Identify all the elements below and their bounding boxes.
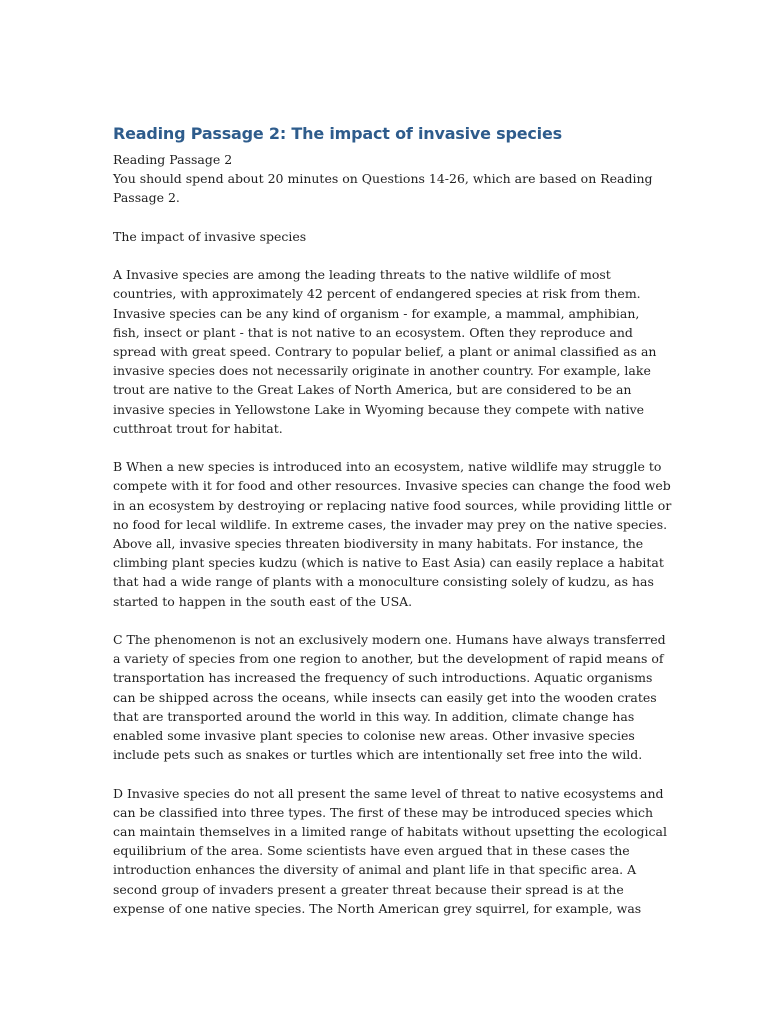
paragraph-line: can be classified into three types. The first of these may be introduced species which bbox=[113, 804, 654, 820]
passage-subtitle: The impact of invasive species bbox=[113, 228, 307, 244]
paragraph-line: in an ecosystem by destroying or replacing native food sources, while providing little or bbox=[113, 497, 672, 513]
paragraph-line: transportation has increased the frequency of such introductions. Aquatic organisms bbox=[113, 670, 653, 686]
paragraph-d bbox=[113, 784, 667, 918]
paragraph-line: can be shipped across the oceans, while insects can easily get into the wooden crates bbox=[113, 689, 657, 705]
paragraph-a bbox=[113, 265, 657, 438]
paragraph-line: D Invasive species do not all present the same level of threat to native ecosystems and bbox=[113, 785, 664, 801]
paragraph-line: can maintain themselves in a limited range of habitats without upsetting the ecological bbox=[113, 824, 667, 840]
paragraph-line: include pets such as snakes or turtles which are intentionally set free into the wild. bbox=[113, 747, 643, 763]
paragraph-line: second group of invaders present a greater threat because their spread is at the bbox=[113, 881, 624, 897]
paragraph-line: C The phenomenon is not an exclusively modern one. Humans have always transferred bbox=[113, 632, 666, 648]
paragraph-line: started to happen in the south east of the USA. bbox=[113, 593, 413, 609]
passage-heading: Reading Passage 2: The impact of invasive species bbox=[113, 124, 562, 143]
paragraph-line: A Invasive species are among the leading threats to the native wildlife of most bbox=[113, 267, 611, 283]
intro-line: Passage 2. bbox=[113, 190, 180, 206]
paragraph-line: climbing plant species kudzu (which is native to East Asia) can easily replace a habitat bbox=[113, 555, 664, 571]
paragraph-line: invasive species does not necessarily originate in another country. For example, lake bbox=[113, 363, 651, 379]
paragraph-line: expense of one native species. The North American grey squirrel, for example, was bbox=[113, 900, 642, 916]
intro-block bbox=[113, 150, 653, 208]
paragraph-line: B When a new species is introduced into an ecosystem, native wildlife may struggle to bbox=[113, 459, 662, 475]
paragraph-line: spread with great speed. Contrary to popular belief, a plant or animal classified as an bbox=[113, 344, 657, 359]
paragraph-line: Invasive species can be any kind of organism - for example, a mammal, amphibian, bbox=[113, 305, 640, 321]
paragraph-c bbox=[113, 630, 666, 764]
paragraph-line: introduction enhances the diversity of animal and plant life in that specific area. A bbox=[113, 862, 637, 878]
intro-line: You should spend about 20 minutes on Questions 14-26, which are based on Reading bbox=[113, 171, 653, 187]
paragraph-line: that had a wide range of plants with a monoculture consisting solely of kudzu, as has bbox=[113, 574, 654, 590]
paragraph-line: trout are native to the Great Lakes of North America, but are considered to be an bbox=[113, 382, 632, 398]
paragraph-line: Above all, invasive species threaten biodiversity in many habitats. For instance, the bbox=[113, 536, 644, 552]
paragraph-line: fish, insect or plant - that is not native to an ecosystem. Often they reproduce and bbox=[113, 324, 633, 340]
document-body bbox=[113, 122, 672, 918]
intro-line: Reading Passage 2 bbox=[113, 152, 233, 167]
paragraph-line: no food for lecal wildlife. In extreme cases, the invader may prey on the native species. bbox=[113, 516, 668, 532]
paragraph-b bbox=[113, 457, 672, 611]
paragraph-line: invasive species in Yellowstone Lake in Wyoming because they compete with native bbox=[113, 401, 645, 417]
paragraph-line: that are transported around the world in this way. In addition, climate change has bbox=[113, 708, 635, 724]
paragraph-line: enabled some invasive plant species to colonise new areas. Other invasive species bbox=[113, 728, 635, 744]
paragraph-line: compete with it for food and other resources. Invasive species can change the food web bbox=[113, 478, 671, 494]
paragraph-line: equilibrium of the area. Some scientists have even argued that in these cases the bbox=[113, 843, 630, 859]
paragraph-line: countries, with approximately 42 percent of endangered species at risk from them. bbox=[113, 286, 641, 302]
paragraph-line: cutthroat trout for habitat. bbox=[113, 420, 283, 436]
paragraph-line: a variety of species from one region to another, but the development of rapid means of bbox=[113, 651, 664, 667]
